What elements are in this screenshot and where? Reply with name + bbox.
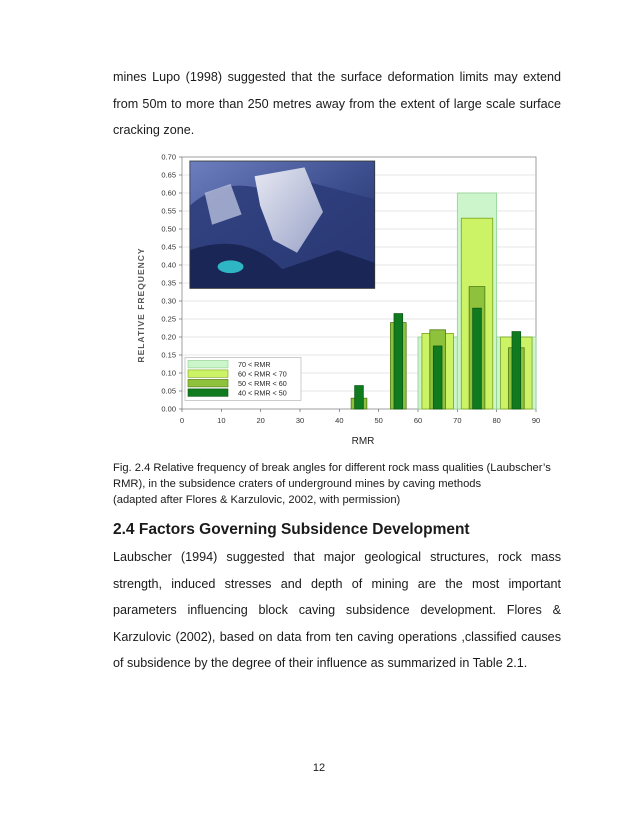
legend-swatch bbox=[188, 370, 228, 378]
legend-swatch bbox=[188, 389, 228, 397]
bar-rmr-3-bin-65 bbox=[433, 346, 442, 409]
page-number: 12 bbox=[312, 762, 326, 774]
y-tick-label: 0.00 bbox=[161, 404, 176, 414]
figure-caption bbox=[113, 460, 563, 508]
x-tick-label: 80 bbox=[492, 416, 501, 425]
bar-rmr-3-bin-75 bbox=[473, 308, 482, 409]
x-tick-label: 60 bbox=[413, 416, 423, 425]
bar-rmr-3-bin-45 bbox=[355, 386, 364, 409]
legend-label: 40 < RMR < 50 bbox=[238, 388, 287, 398]
x-tick-label: 0 bbox=[179, 416, 185, 425]
legend-label: 70 < RMR bbox=[238, 359, 271, 369]
legend-swatch bbox=[188, 379, 228, 387]
y-tick-label: 0.20 bbox=[161, 332, 176, 342]
x-tick-label: 90 bbox=[531, 416, 541, 425]
legend-swatch bbox=[188, 360, 228, 368]
y-tick-label: 0.55 bbox=[161, 206, 176, 216]
bar-rmr-3-bin-55 bbox=[394, 314, 403, 409]
x-tick-label: 40 bbox=[335, 416, 344, 425]
y-tick-label: 0.25 bbox=[161, 314, 176, 324]
y-tick-label: 0.65 bbox=[161, 170, 176, 180]
y-tick-label: 0.10 bbox=[161, 368, 176, 378]
y-tick-label: 0.30 bbox=[161, 296, 176, 306]
y-tick-label: 0.60 bbox=[161, 188, 176, 198]
x-axis-label: RMR bbox=[351, 436, 375, 447]
y-tick-label: 0.05 bbox=[161, 386, 176, 396]
y-tick-label: 0.50 bbox=[161, 224, 176, 234]
bar-rmr-3-bin-85 bbox=[512, 332, 521, 409]
y-tick-label: 0.15 bbox=[161, 350, 176, 360]
x-tick-label: 70 bbox=[453, 416, 462, 425]
photo-content bbox=[190, 161, 375, 288]
section-heading: 2.4 Factors Governing Subsidence Development bbox=[113, 521, 470, 538]
x-tick-label: 50 bbox=[374, 416, 383, 425]
paragraph-factors: Laubscher (1994) suggested that major geological structures, rock mass strength, induced stresses and depth of mining are the most important parameters influencing block caving subsidence development. Flores & Karzulovic (2002), based on data from ten caving operations ,classified causes of subsidence by the degree of their influence as summarized in Table 2.1. bbox=[113, 550, 561, 670]
y-axis-label: RELATIVE FREQUENCY bbox=[136, 247, 146, 363]
y-tick-label: 0.45 bbox=[161, 242, 176, 252]
lake bbox=[218, 260, 244, 273]
y-tick-label: 0.70 bbox=[161, 152, 176, 162]
caption-line-1: Fig. 2.4 Relative frequency of break angles for different rock mass qualities (Laubscher’s bbox=[113, 462, 551, 474]
y-tick-label: 0.40 bbox=[161, 260, 176, 270]
x-tick-label: 20 bbox=[256, 416, 265, 425]
caption-line-3: (adapted after Flores & Karzulovic, 2002, with permission) bbox=[113, 494, 401, 506]
paragraph-intro: mines Lupo (1998) suggested that the surface deformation limits may extend from 50m to more than 250 metres away from the extent of large scale surface cracking zone. bbox=[113, 70, 561, 137]
legend-label: 50 < RMR < 60 bbox=[238, 378, 287, 388]
rmr-frequency-chart bbox=[128, 145, 558, 453]
crater-photo-inset bbox=[190, 161, 375, 288]
legend-label: 60 < RMR < 70 bbox=[238, 369, 287, 379]
x-tick-label: 30 bbox=[295, 416, 305, 425]
caption-line-2: RMR), in the subsidence craters of underground mines by caving methods bbox=[113, 478, 482, 490]
plot-area bbox=[161, 153, 540, 426]
y-tick-label: 0.35 bbox=[161, 278, 176, 288]
x-tick-label: 10 bbox=[217, 416, 226, 425]
